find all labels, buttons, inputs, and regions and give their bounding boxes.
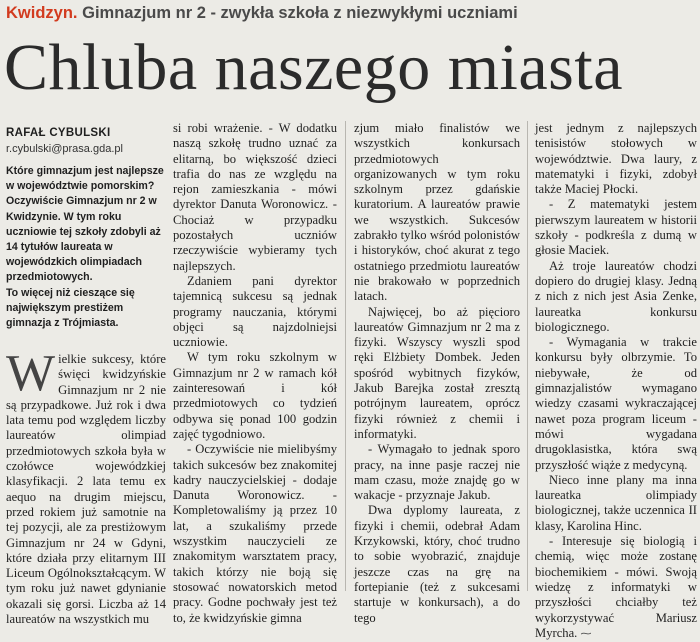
- paragraph: - Wymagania w trakcie konkursu były olbrzymie. To niebywałe, że od gimnazjalistów wymagano wiedzy czasami wykraczającej nawet poza program liceum - mówi wygadana drugoklasistka, która swą przyszłość wiąże z medycyną.: [535, 335, 697, 472]
- lead-answer: Oczywiście Gimnazjum nr 2 w Kwidzynie. W tym roku uczniowie tej szkoły zdobyli aż 14 tytułów laureata w wojewódzkich olimpiadach przedmiotowych.: [6, 195, 161, 284]
- paragraph-text: - Interesuje się biologią i chemią, więc może zostanę biochemikiem - mówi. Swoją wiedzę z informatyki w przyszłości chciałby też wykorzystywać Mariusz Myrcha.: [535, 534, 697, 640]
- paragraph: jest jednym z najlepszych tenisistów stołowych w województwie. Dwa laury, z matematyki i fizyki, zdobył także Maciej Płocki.: [535, 121, 697, 197]
- column-divider: [527, 121, 528, 591]
- byline-author: RAFAŁ CYBULSKI: [6, 127, 111, 139]
- paragraph: Najwięcej, bo aż pięcioro laureatów Gimnazjum nr 2 ma z fizyki. Wszyscy wyszli spod ręki Elżbiety Dombek. Jeden spośród wybitnych fizyków, Jakub Barejka został zresztą potrójnym laureatem, oprócz fizyki również z chemii i informatyki.: [354, 304, 520, 441]
- body-paragraph-1: ielkie sukcesy, które święci kwidzyńskie Gimnazjum nr 2 nie są przypadkowe. Już rok i dwa lata temu pod względem liczby laureatów olimpiad przedmiotowych szkoła była w czołówce wojewódzkiej klasyfikacji. 2 lata temu ex aequo na drugim miejscu, przed rokiem już samotnie na tej pozycji, ale za prestiżowym Gimnazjum nr 24 w Gdyni, które działa przy elitarnym III Liceum Ogólnokształcącym. W tym roku już nawet gdynianie okazali się gorsi. Liczba aż 14 laureatów na wszystkich mu: [6, 352, 166, 627]
- column-divider: [345, 121, 346, 591]
- dropcap: W: [6, 345, 56, 402]
- paragraph: W tym roku szkolnym w Gimnazjum nr 2 w ramach kół zainteresowań i kół przedmiotowych co tydzień odbywa się ponad 100 godzin zajęć tygodniowo.: [173, 350, 337, 441]
- paragraph: [535, 534, 697, 642]
- body-column-2: [354, 121, 520, 625]
- body-column-3: [535, 121, 697, 640]
- paragraph: - Wymagało to jednak sporo pracy, na inne pasje raczej nie mam czasu, może znajdę go w wakacje - przyznaje Jakub.: [354, 442, 520, 503]
- paragraph: si robi wrażenie. - W dodatku naszą szkołę trudno uznać za elitarną, bo większość dzieci trafia do nas ze względu na rejon zamieszkania - mówi dyrektor Danuta Woronowicz. - Chociaż w przypadku pozostałych uczniów rzeczywiście wybieramy tych najlepszych.: [173, 121, 337, 273]
- paragraph: - Oczywiście nie mielibyśmy takich sukcesów bez znakomitej kadry nauczycielskiej - dodaje Danuta Woronowicz. - Kompletowaliśmy ją przez 10 lat, a szukaliśmy przede wszystkim nauczycieli ze znakomitym warsztatem pracy, takich którzy nie boją się stosować nowatorskich metod pracy. Godne pochwały jest też to, że kwidzyńskie gimna: [173, 442, 337, 625]
- lead-closing: To więcej niż cieszące się największym prestiżem gimnazja z Trójmiasta.: [6, 286, 135, 330]
- lead-question: Które gimnazjum jest najlepsze w województwie pomorskim?: [6, 165, 164, 193]
- kicker-town: Kwidzyn.: [6, 4, 78, 22]
- paragraph: Aż troje laureatów chodzi dopiero do drugiej klasy. Jedną z nich z nich jest Asia Zenke, laureatka konkursu biologicznego.: [535, 258, 697, 334]
- paragraph: Nieco inne plany ma inna laureatka olimpiady biologicznej, także uczennica II klasy, Karolina Hinc.: [535, 472, 697, 533]
- headline: Chluba naszego miasta: [4, 31, 624, 104]
- paragraph: - Z matematyki jestem pierwszym laureatem w historii szkoły - podkreśla z dumą w głosie Maciek.: [535, 197, 697, 258]
- body-column-1: [173, 121, 337, 625]
- end-mark-icon: ⁓: [580, 627, 592, 640]
- lead: [6, 164, 170, 331]
- byline-email[interactable]: r.cybulski@prasa.gda.pl: [6, 143, 123, 155]
- kicker-subtitle: Gimnazjum nr 2 - zwykła szkoła z niezwykłymi uczniami: [82, 4, 518, 22]
- kicker: [6, 2, 696, 24]
- paragraph: Dwa dyplomy laureata, z fizyki i chemii, odebrał Adam Krzykowski, który, choć trudno to sobie wyobrazić, znajduje jeszcze czas na grę na fortepianie (też z sukcesami startuje w konkursach), a do tego: [354, 503, 520, 625]
- paragraph: zjum miało finalistów we wszystkich konkursach przedmiotowych organizowanych w tym roku szkolnym przez gdańskie kuratorium. A laureatów prawie we wszystkich. Sukcesów zabrakło tylko wśród polonistów i historyków, choć akurat z tego ostatniego przedmiotu laureatów nie brakowało w poprzednich latach.: [354, 121, 520, 304]
- body-column-0: [6, 345, 166, 627]
- paragraph: Zdaniem pani dyrektor tajemnicą sukcesu są jednak programy nauczania, którymi objęci są najzdolniejsi uczniowie.: [173, 273, 337, 350]
